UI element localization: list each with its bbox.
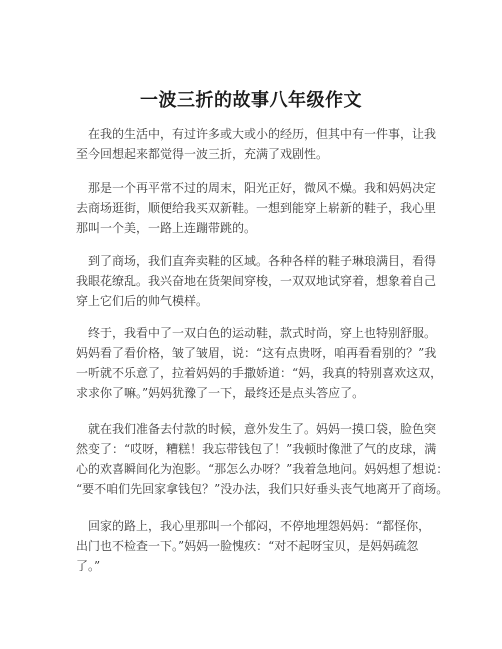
paragraph-line: 去商场逛街，顺便给我买双新鞋。一想到能穿上崭新的鞋子，我心里 (76, 201, 437, 215)
paragraph-1 (76, 124, 436, 164)
paragraph-line: 回家的路上，我心里那叫一个郁闷，不停地埋怨妈妈：“都怪你， (88, 519, 431, 533)
paragraph-line: 我眼花缭乱。我兴奋地在货架间穿梭，一双双地试穿着，想象着自己 (76, 274, 437, 288)
paragraph-line: 至今回想起来都觉得一波三折，充满了戏剧性。 (76, 147, 329, 161)
paragraph-line: 然变了：“哎呀，糟糕！我忘带钱包了！”我顿时像泄了气的皮球，满 (76, 442, 437, 456)
paragraph-line: 求求你了嘛。”妈妈犹豫了一下，最终还是点头答应了。 (76, 386, 365, 400)
paragraph-line: 在我的生活中，有过许多或大或小的经历，但其中有一件事，让我 (88, 127, 437, 141)
paragraph-line: 穿上它们后的帅气模样。 (76, 294, 209, 308)
paragraph-6 (76, 516, 436, 576)
paragraph-line: 心的欢喜瞬间化为泡影。“那怎么办呀？”我着急地问。妈妈想了想说： (76, 462, 449, 476)
paragraph-line: 出门也不检查一下。”妈妈一脸愧疚：“对不起呀宝贝，是妈妈疏忽 (76, 539, 419, 553)
paragraph-line: 妈妈看了看价格，皱了皱眉，说：“这有点贵呀，咱再看看别的？”我 (76, 346, 437, 360)
paragraph-3 (76, 251, 436, 311)
paragraph-line: 了。” (76, 559, 101, 573)
paragraph-line: 终于，我看中了一双白色的运动鞋，款式时尚，穿上也特别舒服。 (88, 326, 437, 340)
paragraph-2 (76, 178, 436, 238)
paragraph-line: 就在我们准备去付款的时候，意外发生了。妈妈一摸口袋，脸色突 (88, 422, 437, 436)
paragraph-line: “要不咱们先回家拿钱包？”没办法，我们只好垂头丧气地离开了商场。 (76, 482, 449, 496)
paragraph-5 (76, 419, 449, 499)
paragraph-line: 那叫一个美，一路上连蹦带跳的。 (76, 221, 257, 235)
document-title: 一波三折的故事八年级作文 (140, 90, 362, 111)
paragraph-line: 那是一个再平常不过的周末，阳光正好，微风不燥。我和妈妈决定 (88, 181, 437, 195)
paragraph-4 (76, 323, 443, 403)
paragraph-line: 到了商场，我们直奔卖鞋的区域。各种各样的鞋子琳琅满目，看得 (88, 254, 437, 268)
paragraph-line: 一听就不乐意了，拉着妈妈的手撒娇道：“妈，我真的特别喜欢这双， (76, 366, 443, 380)
